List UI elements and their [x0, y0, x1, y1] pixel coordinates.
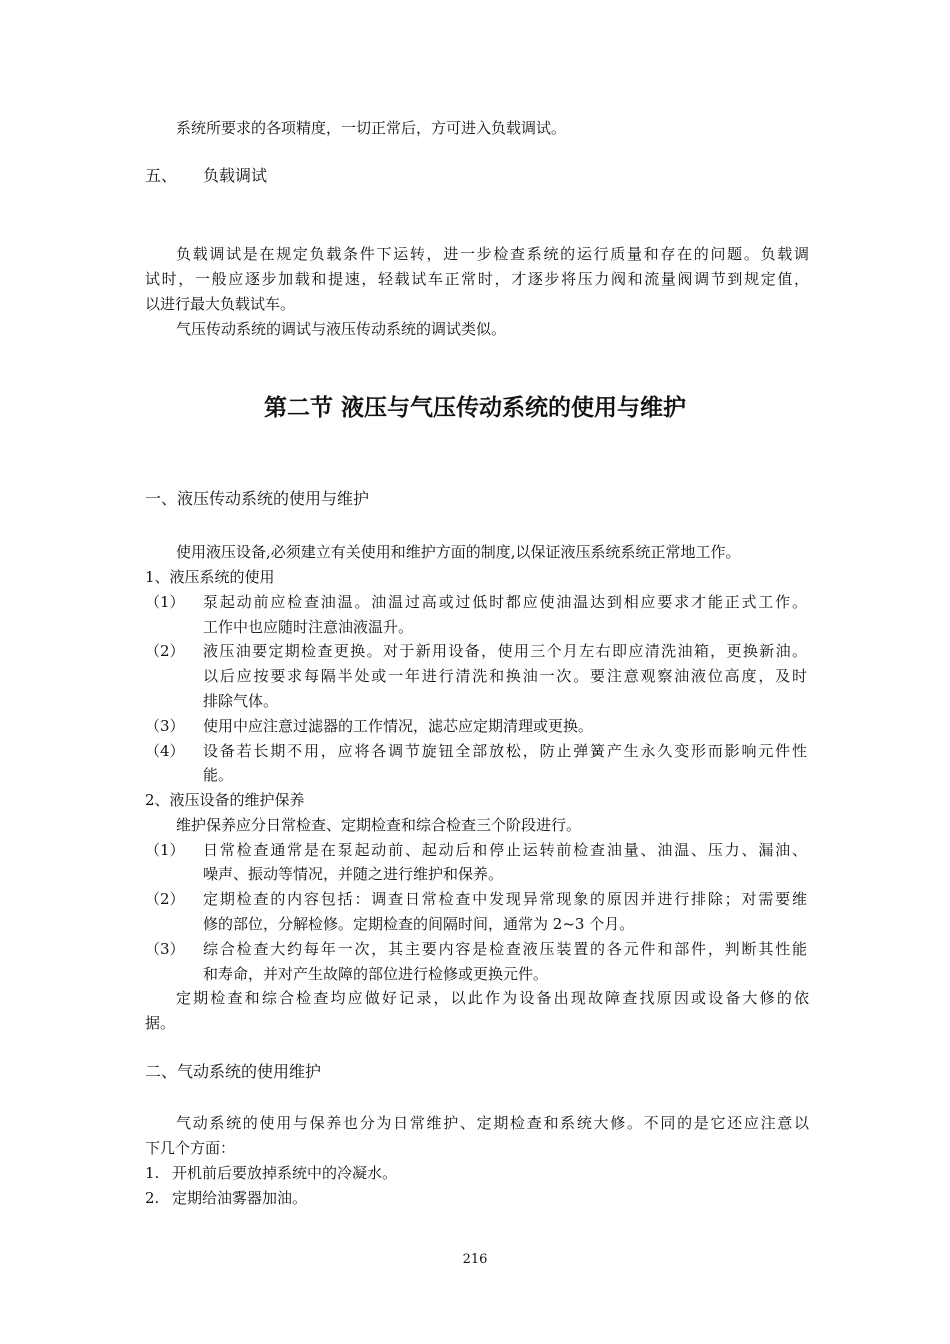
subheading: 2、液压设备的维护保养 — [145, 791, 305, 809]
paragraph-line: 据。 — [145, 1014, 176, 1032]
list-item-line — [203, 838, 807, 862]
justified-text: 泵起动前应检查油温。油温过高或过低时都应使油温达到相应要求才能正式工作。 — [203, 593, 809, 611]
section-heading: 二、气动系统的使用维护 — [145, 1062, 322, 1081]
justified-text: 设备若长期不用，应将各调节旋钮全部放松，防止弹簧产生永久变形而影响元件性 — [203, 742, 809, 760]
justified-text: 液压油要定期检查更换。对于新用设备，使用三个月左右即应清洗油箱，更换新油。 — [203, 642, 809, 660]
paragraph-line: 气压传动系统的调试与液压传动系统的调试类似。 — [176, 320, 507, 338]
list-item-line: 能。 — [203, 766, 234, 784]
justified-text: 综合检查大约每年一次，其主要内容是检查液压装置的各元件和部件，判断其性能 — [203, 940, 809, 958]
list-item-line — [203, 887, 807, 911]
list-number: （1） — [145, 593, 185, 611]
list-number: （3） — [145, 940, 185, 958]
section-heading: 一、液压传动系统的使用与维护 — [145, 489, 370, 508]
list-item-line: 使用中应注意过滤器的工作情况，滤芯应定期清理或更换。 — [203, 717, 594, 735]
list-item-line — [203, 937, 807, 961]
justified-text: 试时，一般应逐步加载和提速，轻载试车正常时，才逐步将压力阀和流量阀调节到规定值， — [145, 270, 811, 288]
list-item-line: 定期给油雾器加油。 — [172, 1189, 308, 1207]
paragraph-line: 系统所要求的各项精度，一切正常后，方可进入负载调试。 — [176, 119, 567, 137]
list-item-line: 和寿命，并对产生故障的部位进行检修或更换元件。 — [203, 965, 549, 983]
list-item-line: 工作中也应随时注意油液温升。 — [203, 618, 414, 636]
list-item-line: 开机前后要放掉系统中的冷凝水。 — [172, 1164, 398, 1182]
justified-text: 以后应按要求每隔半处或一年进行清洗和换油一次。要注意观察油液位高度，及时 — [203, 667, 809, 685]
paragraph-line: 使用液压设备,必须建立有关使用和维护方面的制度,以保证液压系统系统正常地工作。 — [176, 543, 741, 561]
subheading: 1、液压系统的使用 — [145, 568, 275, 586]
paragraph-line: 下几个方面： — [145, 1139, 236, 1157]
section-heading: 负载调试 — [203, 166, 268, 185]
justified-text: 定期检查和综合检查均应做好记录，以此作为设备出现故障查找原因或设备大修的依 — [176, 989, 812, 1007]
page-title: 第二节 液压与气压传动系统的使用与维护 — [263, 395, 686, 421]
paragraph-line — [145, 267, 809, 291]
justified-text: 负载调试是在规定负载条件下运转，进一步检查系统的运行质量和存在的问题。负载调 — [176, 245, 811, 263]
list-item-line — [203, 739, 807, 763]
section-number: 五、 — [145, 166, 178, 185]
paragraph-line — [176, 986, 812, 1010]
list-number: （3） — [145, 717, 185, 735]
paragraph-line: 以进行最大负载试车。 — [145, 295, 296, 313]
list-item-line — [203, 590, 807, 614]
paragraph-line: 维护保养应分日常检查、定期检查和综合检查三个阶段进行。 — [176, 816, 582, 834]
list-number: （2） — [145, 642, 185, 660]
list-number: 2. — [145, 1189, 160, 1207]
paragraph-line — [176, 1111, 809, 1135]
page-number: 216 — [462, 1252, 488, 1267]
justified-text: 气动系统的使用与保养也分为日常维护、定期检查和系统大修。不同的是它还应注意以 — [176, 1114, 811, 1132]
list-item-line — [203, 639, 807, 663]
list-item-line — [203, 664, 807, 688]
justified-text: 定期检查的内容包括：调查日常检查中发现异常现象的原因并进行排除；对需要维 — [203, 890, 809, 908]
justified-text: 日常检查通常是在泵起动前、起动后和停止运转前检查油量、油温、压力、漏油、 — [203, 841, 809, 859]
list-item-line: 修的部位，分解检修。定期检查的间隔时间，通常为 2~3 个月。 — [203, 915, 635, 933]
list-number: 1. — [145, 1164, 160, 1182]
list-item-line: 噪声、振动等情况，并随之进行维护和保养。 — [203, 865, 504, 883]
list-number: （4） — [145, 742, 185, 760]
paragraph-line — [176, 242, 809, 266]
list-item-line: 排除气体。 — [203, 692, 279, 710]
list-number: （2） — [145, 890, 185, 908]
list-number: （1） — [145, 841, 185, 859]
